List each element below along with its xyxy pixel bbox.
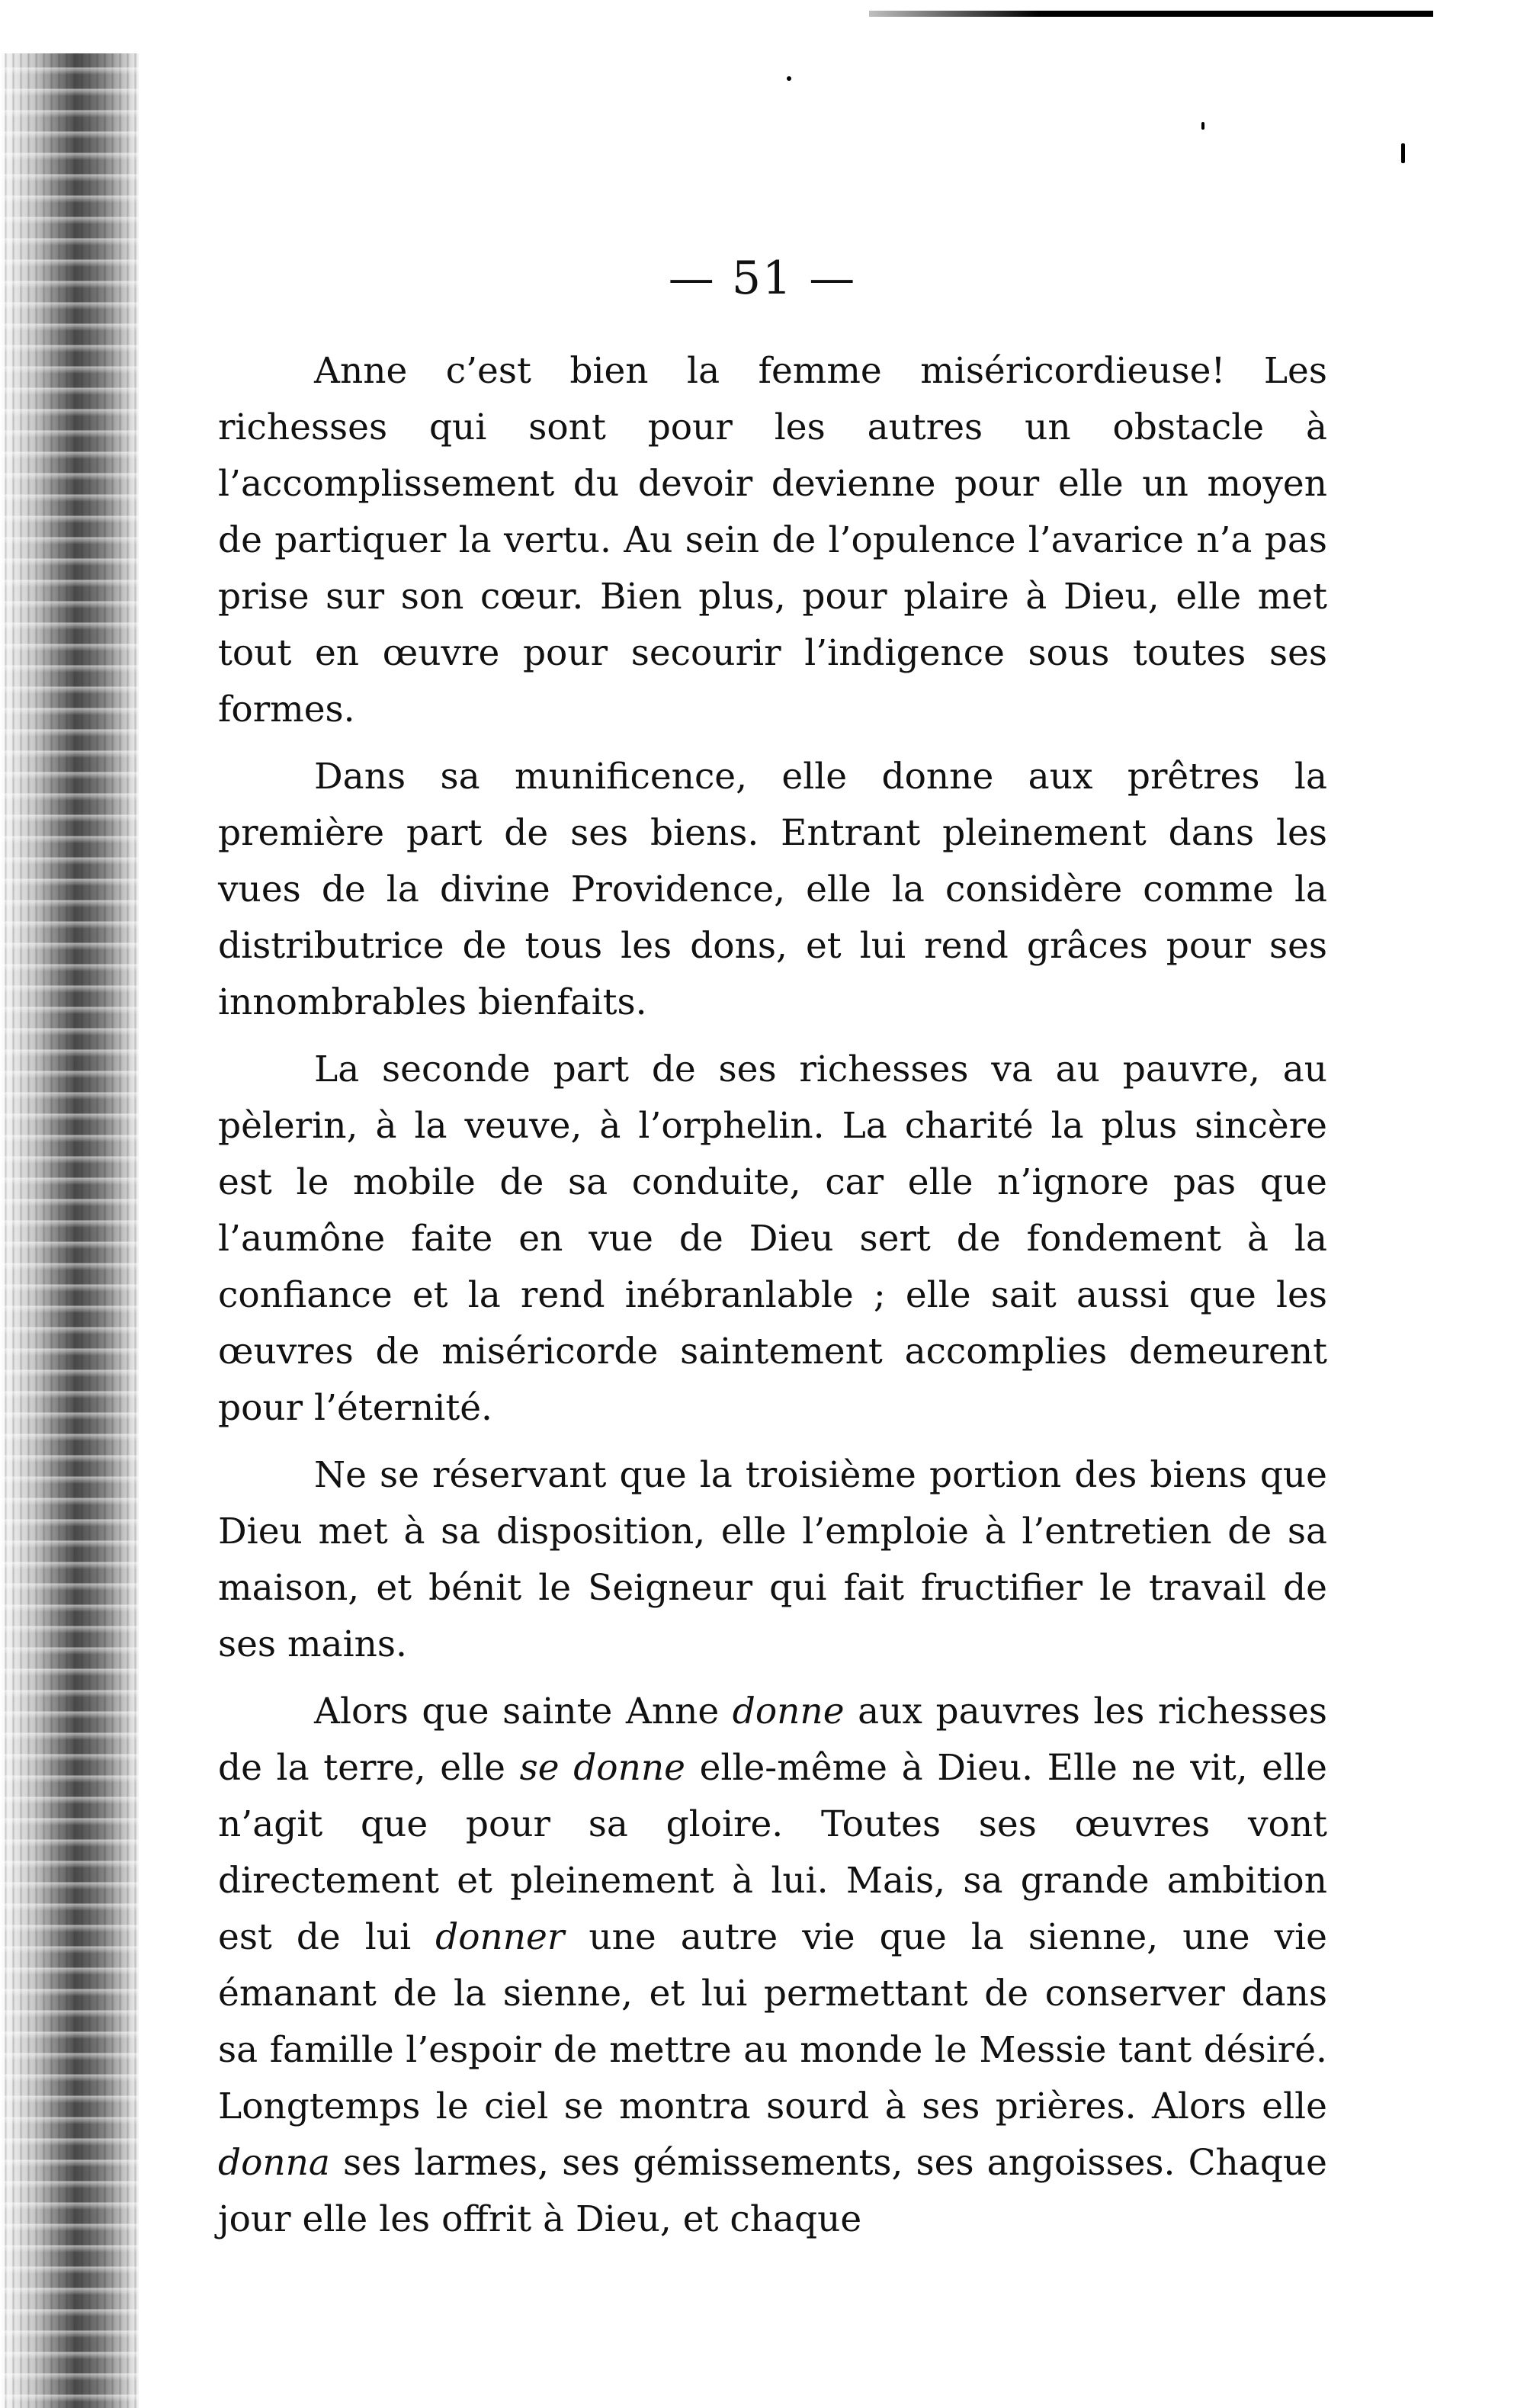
paragraph: Dans sa munificence, elle donne aux prêtres la première part de ses biens. Entrant pleinement dans les vues de la divine Providence, elle la considère comme la distributrice de tous les dons, et lui rend grâces pour ses innombrables bienfaits. — [218, 756, 1327, 1023]
text-segment: elle-même à Dieu. Elle ne vit, elle n’agit que pour sa gloire. Toutes ses œuvres vont directement et pleinement à lui. Mais, sa grande ambition est de lui — [218, 1747, 1327, 1958]
paragraph — [218, 1684, 1327, 2248]
paragraph: Ne se réservant que la troisième portion des biens que Dieu met à sa disposition, elle l’emploie à l’entretien de sa maison, et bénit le Seigneur qui fait fructifier le travail de ses mains. — [218, 1454, 1327, 1665]
top-edge-rule — [869, 11, 1433, 17]
scan-speck — [1201, 122, 1204, 130]
text-segment: aux pauvres les richesses de la terre, elle — [218, 1690, 1328, 1789]
book-spine-shadow — [0, 53, 139, 2408]
body-text — [218, 343, 1327, 2259]
italic-word: donna — [218, 2142, 330, 2184]
text-segment: une autre vie que la sienne, une vie émanant de la sienne, et lui permettant de conserver dans sa famille l’espoir de mettre au monde le Messie tant désiré. Longtemps le ciel se montra sourd à ses prières. Alors elle — [218, 1916, 1327, 2127]
italic-word: se donne — [519, 1747, 685, 1789]
paragraph: La seconde part de ses richesses va au pauvre, au pèlerin, à la veuve, à l’orphelin. La charité la plus sincère est le mobile de sa conduite, car elle n’ignore pas que l’aumône faite en vue de Dieu sert de fondement à la confiance et la rend inébranlable ; elle sait aussi que les œuvres de miséricorde saintement accomplies demeurent pour l’éternité. — [218, 1048, 1327, 1429]
paragraph: Anne c’est bien la femme miséricordieuse! Les richesses qui sont pour les autres un obstacle à l’accomplissement du devoir devienne pour elle un moyen de partiquer la vertu. Au sein de l’opulence l’avarice n’a pas prise sur son cœur. Bien plus, pour plaire à Dieu, elle met tout en œuvre pour secourir l’indigence sous toutes ses formes. — [218, 350, 1327, 730]
italic-word: donne — [732, 1690, 845, 1732]
scan-speck — [787, 76, 791, 81]
text-segment: Alors que sainte Anne — [314, 1690, 733, 1732]
scan-speck — [1401, 143, 1405, 163]
italic-word: donner — [435, 1916, 565, 1958]
page-number: — 51 — — [668, 252, 857, 305]
text-segment: ses larmes, ses gémissements, ses angoisses. Chaque jour elle les offrit à Dieu, et chaque — [218, 2142, 1327, 2240]
